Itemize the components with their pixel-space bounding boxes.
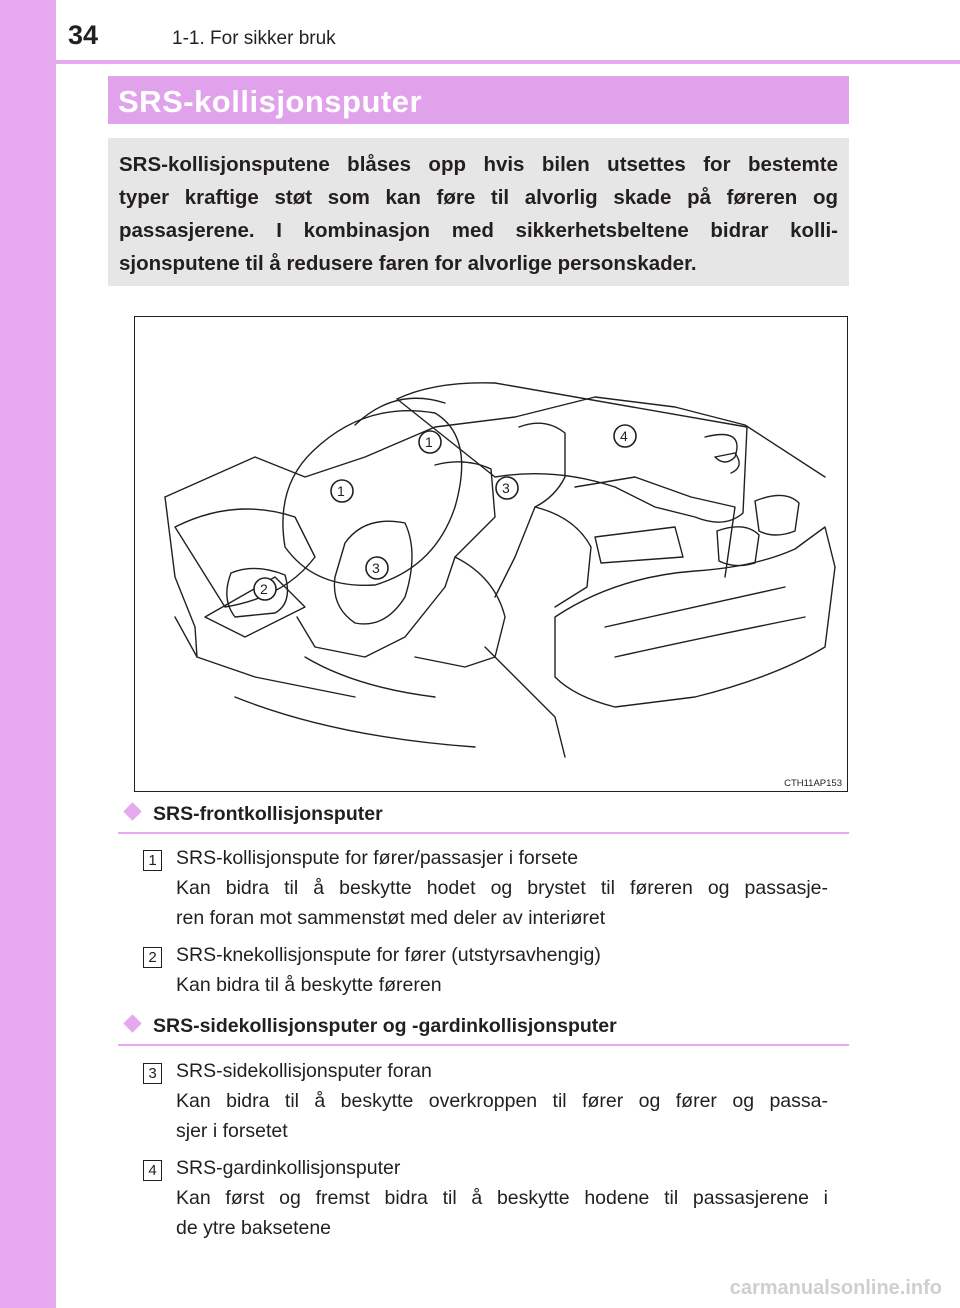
- item-description-line: Kan først og fremst bidra til å beskytte hodene til passasjerene i: [176, 1187, 828, 1209]
- item-description-line: de ytre baksetene: [176, 1217, 332, 1239]
- item-number-badge: 4: [143, 1160, 162, 1181]
- item-description-line: Kan bidra til å beskytte hodet og brystet til føreren og passasje-: [176, 877, 828, 899]
- diamond-bullet-icon: [123, 802, 141, 820]
- callout-label: 3: [372, 560, 380, 576]
- item-number-badge: 3: [143, 1063, 162, 1084]
- list-item: [176, 843, 828, 933]
- section-heading-text: SRS-sidekollisjonsputer og -gardinkollisjonsputer: [153, 1015, 617, 1037]
- chapter-side-tab: [0, 0, 56, 1308]
- list-item: [176, 1153, 828, 1243]
- callout-label: 2: [260, 581, 268, 597]
- section-heading-text: SRS-frontkollisjonsputer: [153, 803, 383, 825]
- callout-label: 1: [425, 434, 433, 450]
- list-item: [176, 1056, 828, 1146]
- section-heading-side: [126, 1015, 617, 1038]
- section-heading-front: [126, 803, 383, 826]
- intro-text: [119, 148, 838, 280]
- title-bar: [108, 76, 849, 124]
- car-interior-drawing: [135, 317, 847, 791]
- page-number: 34: [68, 20, 99, 50]
- section-divider: [118, 832, 849, 834]
- page-title: SRS-kollisjonsputer: [118, 84, 423, 119]
- callout-markers: [254, 425, 636, 600]
- section-divider: [118, 1044, 849, 1046]
- list-item: [176, 940, 828, 1000]
- item-title: SRS-kollisjonspute for fører/passasjer i forsete: [176, 847, 579, 869]
- figure-code: CTH11AP153: [784, 778, 842, 789]
- item-number-badge: 1: [143, 850, 162, 871]
- diamond-bullet-icon: [123, 1014, 141, 1032]
- callout-label: 1: [337, 483, 345, 499]
- callout-label: 3: [502, 480, 510, 496]
- callout-label: 4: [620, 428, 628, 444]
- item-title: SRS-gardinkollisjonsputer: [176, 1157, 401, 1179]
- item-description-line: Kan bidra til å beskytte føreren: [176, 974, 442, 996]
- intro-line: passasjerene. I kombinasjon med sikkerhetsbeltene bidrar kolli-: [119, 219, 838, 242]
- section-breadcrumb: 1-1. For sikker bruk: [172, 28, 336, 49]
- item-title: SRS-knekollisjonspute for fører (utstyrsavhengig): [176, 944, 601, 966]
- header-divider: [56, 60, 960, 64]
- intro-line: sjonsputene til å redusere faren for alvorlige personskader.: [119, 252, 697, 275]
- item-description-line: Kan bidra til å beskytte overkroppen til fører og fører og passa-: [176, 1090, 828, 1112]
- intro-box: [108, 138, 849, 286]
- intro-line: typer kraftige støt som kan føre til alvorlig skade på føreren og: [119, 186, 838, 209]
- intro-line: SRS-kollisjonsputene blåses opp hvis bilen utsettes for bestemte: [119, 153, 838, 176]
- watermark-logo: carmanualsonline.info: [729, 1277, 942, 1299]
- airbag-illustration: [134, 316, 848, 792]
- item-description-line: sjer i forsetet: [176, 1120, 288, 1142]
- item-title: SRS-sidekollisjonsputer foran: [176, 1060, 432, 1082]
- item-description-line: ren foran mot sammenstøt med deler av interiøret: [176, 907, 606, 929]
- item-number-badge: 2: [143, 947, 162, 968]
